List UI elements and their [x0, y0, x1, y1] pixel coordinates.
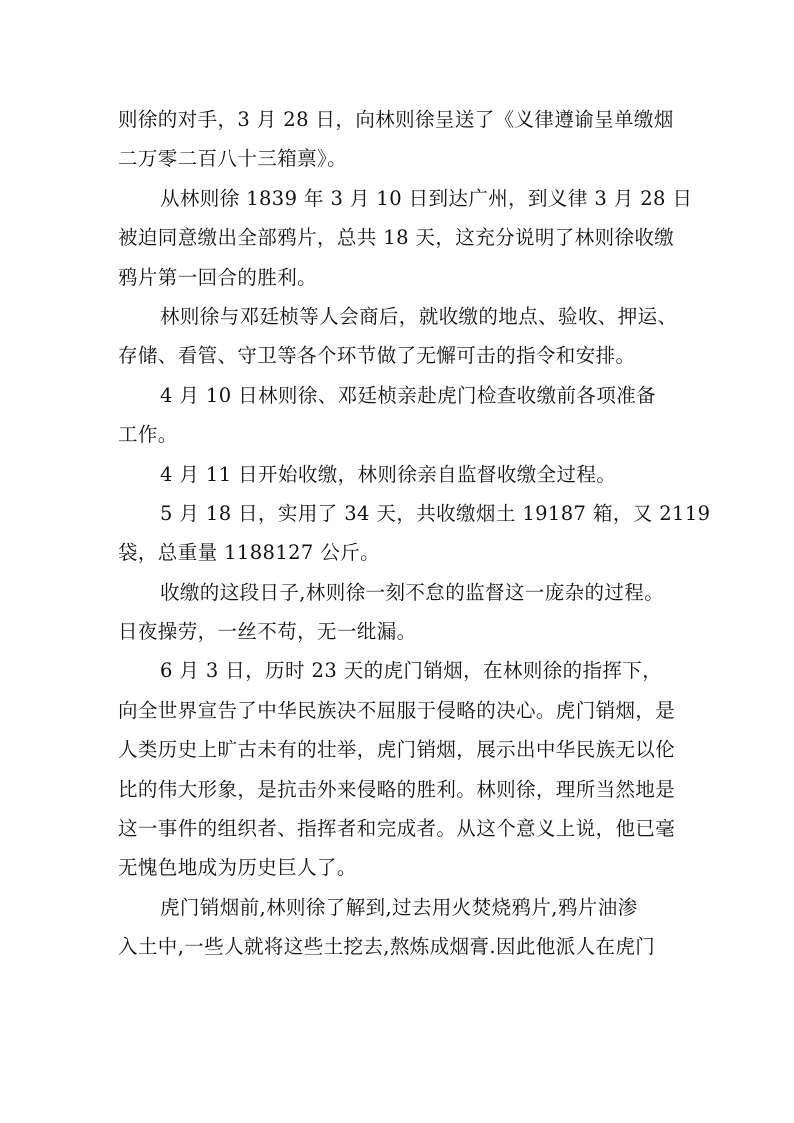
text-line: 林则徐与邓廷桢等人会商后，就收缴的地点、验收、押运、	[160, 304, 678, 328]
text-line: 则徐的对手，3 月 28 日，向林则徐呈送了《义律遵谕呈单缴烟	[118, 108, 674, 131]
text-line: 虎门销烟前,林则徐了解到,过去用火焚烧鸦片,鸦片油渗	[160, 895, 638, 919]
text-line: 被迫同意缴出全部鸦片，总共 18 天，这充分说明了林则徐收缴	[118, 226, 675, 250]
text-line: 5 月 18 日，实用了 34 天，共收缴烟土 19187 箱，又 2119	[160, 501, 711, 525]
text-line: 4 月 10 日林则徐、邓廷桢亲赴虎门检查收缴前各项准备	[160, 383, 657, 407]
text-line: 人类历史上旷古未有的壮举，虎门销烟，展示出中华民族无以伦	[118, 738, 676, 762]
text-line: 无愧色地成为历史巨人了。	[118, 856, 357, 880]
text-line: 日夜操劳，一丝不苟，无一纰漏。	[118, 620, 417, 644]
text-line: 收缴的这段日子,林则徐一刻不怠的监督这一庞杂的过程。	[160, 580, 665, 604]
text-line: 工作。	[118, 423, 178, 447]
text-line: 二万零二百八十三箱禀》。	[118, 147, 348, 171]
text-line: 入土中,一些人就将这些土挖去,熬炼成烟膏.因此他派人在虎门	[118, 935, 656, 959]
text-line: 比的伟大形象，是抗击外来侵略的胜利。林则徐，理所当然地是	[118, 777, 676, 801]
text-line: 6 月 3 日，历时 23 天的虎门销烟，在林则徐的指挥下，	[160, 659, 663, 683]
text-line: 袋，总重量 1188127 公斤。	[118, 541, 381, 565]
text-line: 向全世界宣告了中华民族决不屈服于侵略的决心。虎门销烟，是	[118, 698, 676, 722]
text-line: 这一事件的组织者、指挥者和完成者。从这个意义上说，他已毫	[118, 817, 676, 841]
text-line: 4 月 11 日开始收缴，林则徐亲自监督收缴全过程。	[160, 462, 617, 486]
document-body	[118, 100, 711, 967]
text-line: 从林则徐 1839 年 3 月 10 日到达广州，到义律 3 月 28 日	[160, 186, 693, 210]
text-line: 存储、看管、守卫等各个环节做了无懈可击的指令和安排。	[118, 344, 636, 368]
text-line: 鸦片第一回合的胜利。	[118, 265, 318, 289]
